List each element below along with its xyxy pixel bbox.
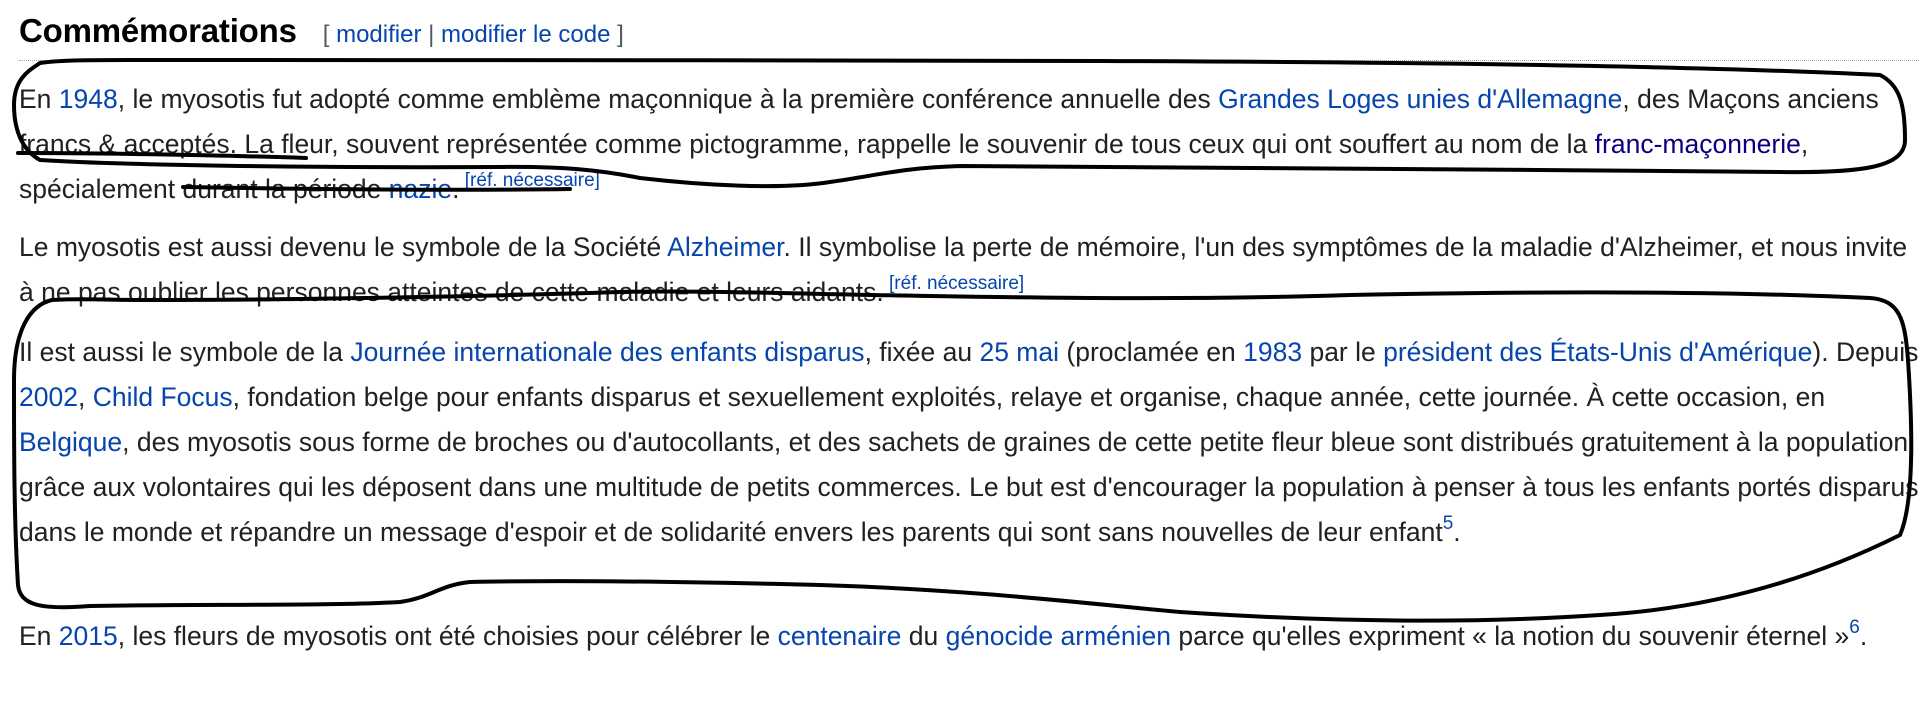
text: (proclamée en bbox=[1059, 337, 1244, 367]
edit-code-link[interactable]: modifier le code bbox=[441, 21, 611, 48]
text: par le bbox=[1302, 337, 1384, 367]
text: . bbox=[1859, 621, 1868, 651]
text: , les fleurs de myosotis ont été choisies pour célébrer le bbox=[117, 621, 778, 651]
bracket-close: ] bbox=[617, 21, 624, 48]
text: , des myosotis sous forme de broches ou d'autocollants, et des sachets de graines de cette petite fleur bleue sont distribués gratuitement à la population, grâce aux volontaires qui les déposent dans une multitude de petits commerces. Le but est d'encourager la population à penser à tous les enfants portés disparus dans le monde et répandre un message d'espoir et de solidarité envers les parents qui sont sans nouvelles de leur enfant bbox=[19, 427, 1919, 547]
text: En bbox=[19, 621, 59, 651]
text: parce qu'elles expriment « la notion du souvenir éternel » bbox=[1170, 621, 1850, 651]
link-nazie[interactable]: nazie bbox=[388, 174, 453, 204]
link-25-mai[interactable]: 25 mai bbox=[979, 337, 1060, 367]
text: , fixée au bbox=[864, 337, 980, 367]
link-franc-maconnerie[interactable]: franc-maçonnerie bbox=[1594, 129, 1801, 159]
ref-needed-link[interactable]: [réf. nécessaire] bbox=[889, 273, 1025, 294]
link-centenaire[interactable]: centenaire bbox=[777, 621, 902, 651]
section-heading bbox=[19, 12, 624, 56]
ref-needed bbox=[884, 273, 1024, 294]
link-journee-enfants-disparus[interactable]: Journée internationale des enfants disparus bbox=[350, 337, 865, 367]
bracket-open: [ bbox=[322, 21, 330, 48]
text: , bbox=[77, 382, 93, 412]
text: , le myosotis fut adopté comme emblème maçonnique à la première conférence annuelle des bbox=[117, 84, 1219, 114]
text: Il est aussi le symbole de la bbox=[19, 337, 351, 367]
text: Le myosotis est aussi devenu le symbole de la Société bbox=[19, 232, 668, 262]
text: . bbox=[452, 174, 460, 204]
link-2015[interactable]: 2015 bbox=[58, 621, 118, 651]
paragraph-missing-children bbox=[19, 330, 1919, 555]
ref-needed-link[interactable]: [réf. nécessaire] bbox=[464, 170, 600, 191]
link-1948[interactable]: 1948 bbox=[58, 84, 118, 114]
section-title: Commémorations bbox=[19, 12, 297, 49]
footnote-6-link[interactable]: 6 bbox=[1849, 617, 1860, 638]
heading-divider bbox=[19, 60, 1919, 61]
paragraph-freemasonry bbox=[19, 77, 1919, 212]
text: , spécialement durant la période bbox=[19, 129, 1809, 204]
link-alzheimer[interactable]: Alzheimer bbox=[667, 232, 784, 262]
ref-needed bbox=[460, 170, 600, 191]
link-grandes-loges[interactable]: Grandes Loges unies d'Allemagne bbox=[1218, 84, 1623, 114]
paragraph-armenian-genocide bbox=[19, 614, 1919, 659]
edit-link[interactable]: modifier bbox=[336, 21, 422, 48]
footnote-5-link[interactable]: 5 bbox=[1442, 513, 1454, 534]
text: . bbox=[1453, 517, 1461, 547]
footnote-ref bbox=[1849, 617, 1860, 638]
text: ). Depuis bbox=[1812, 337, 1919, 367]
footnote-ref bbox=[1443, 513, 1454, 534]
link-child-focus[interactable]: Child Focus bbox=[92, 382, 233, 412]
text: , des Maçons anciens francs & acceptés. La fleur, souvent représentée comme pictogramme, rappelle le souvenir de tous ceux qui ont souffert au nom de la bbox=[19, 84, 1879, 159]
text: En bbox=[19, 84, 59, 114]
link-belgique[interactable]: Belgique bbox=[19, 427, 123, 457]
paragraph-alzheimer bbox=[19, 225, 1919, 315]
link-president-usa[interactable]: président des États-Unis d'Amérique bbox=[1383, 337, 1813, 367]
link-genocide-armenien[interactable]: génocide arménien bbox=[945, 621, 1171, 651]
link-2002[interactable]: 2002 bbox=[19, 382, 78, 412]
edit-section-links bbox=[323, 21, 624, 48]
text: , fondation belge pour enfants disparus et sexuellement exploités, relaye et organise, chaque année, cette journée. À cette occasion, en bbox=[232, 382, 1826, 412]
text: . Il symbolise la perte de mémoire, l'un des symptômes de la maladie d'Alzheimer, et nous invite à ne pas oublier les personnes atteintes de cette maladie et leurs aidants. bbox=[19, 232, 1908, 307]
link-1983[interactable]: 1983 bbox=[1243, 337, 1303, 367]
text: du bbox=[901, 621, 946, 651]
edit-separator: | bbox=[428, 21, 435, 48]
